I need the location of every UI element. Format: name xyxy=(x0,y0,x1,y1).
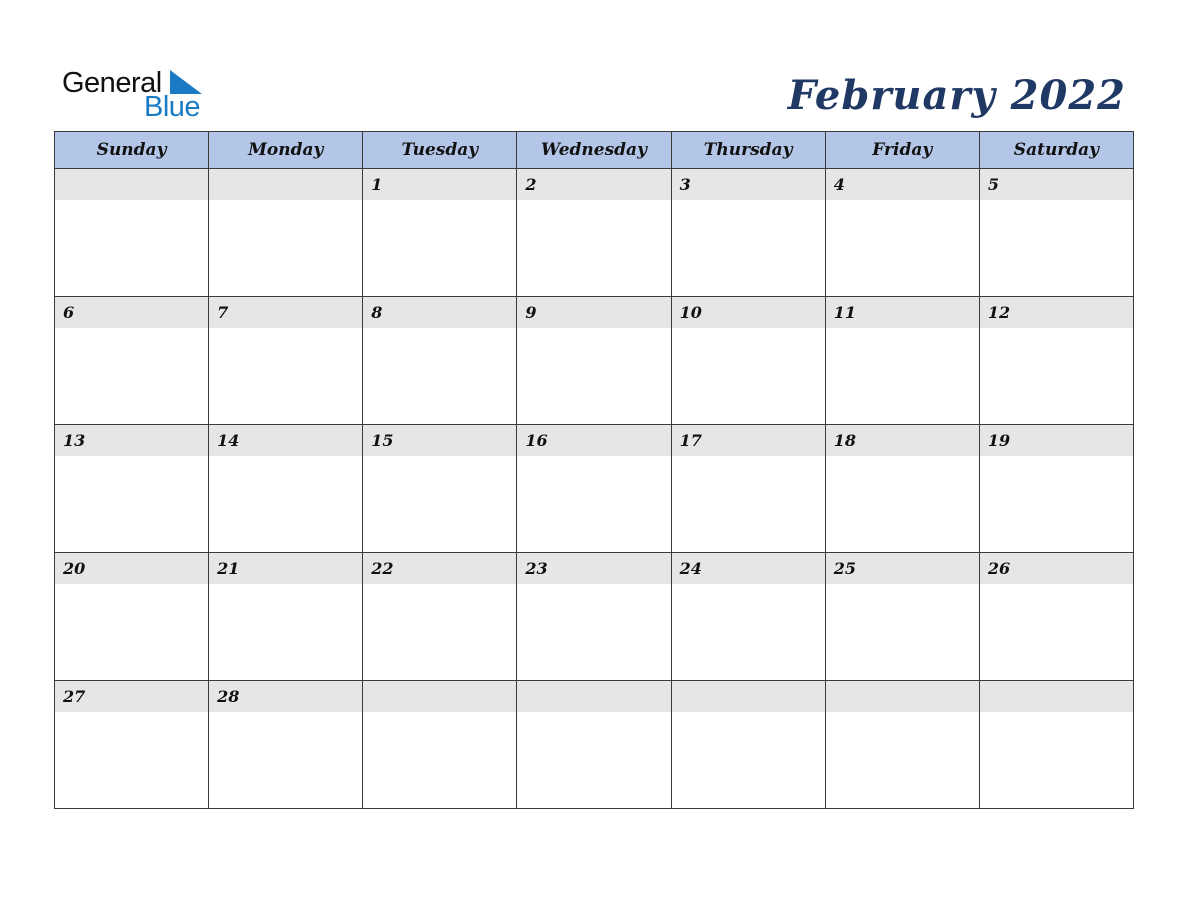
day-number: 23 xyxy=(517,553,670,584)
day-number: 15 xyxy=(363,425,516,456)
day-cell xyxy=(671,297,825,425)
month-title: February 2022 xyxy=(787,72,1126,119)
general-blue-logo xyxy=(62,66,212,122)
day-number: 3 xyxy=(672,169,825,200)
day-number: 6 xyxy=(55,297,208,328)
week-row xyxy=(55,297,1134,425)
day-number: 7 xyxy=(209,297,362,328)
day-cell xyxy=(979,553,1133,681)
day-cell xyxy=(979,169,1133,297)
day-cell xyxy=(363,553,517,681)
day-number xyxy=(672,681,825,712)
day-number: 13 xyxy=(55,425,208,456)
week-row xyxy=(55,553,1134,681)
day-number xyxy=(209,169,362,200)
day-number: 9 xyxy=(517,297,670,328)
week-row xyxy=(55,425,1134,553)
weekday-header: Wednesday xyxy=(517,132,671,169)
day-number xyxy=(55,169,208,200)
weekday-header-row xyxy=(55,132,1134,169)
day-number xyxy=(517,681,670,712)
week-row xyxy=(55,681,1134,809)
day-number xyxy=(980,681,1133,712)
day-cell xyxy=(209,681,363,809)
day-number: 10 xyxy=(672,297,825,328)
day-cell xyxy=(517,169,671,297)
day-number: 1 xyxy=(363,169,516,200)
day-number: 24 xyxy=(672,553,825,584)
day-cell xyxy=(209,425,363,553)
weekday-header: Friday xyxy=(825,132,979,169)
day-number: 20 xyxy=(55,553,208,584)
day-number: 16 xyxy=(517,425,670,456)
day-cell xyxy=(209,553,363,681)
day-cell xyxy=(825,169,979,297)
day-number: 26 xyxy=(980,553,1133,584)
day-number: 4 xyxy=(826,169,979,200)
day-number: 21 xyxy=(209,553,362,584)
calendar-grid xyxy=(54,131,1134,809)
day-cell xyxy=(209,297,363,425)
day-cell xyxy=(825,297,979,425)
day-cell xyxy=(517,297,671,425)
day-number: 17 xyxy=(672,425,825,456)
day-number: 25 xyxy=(826,553,979,584)
day-number: 27 xyxy=(55,681,208,712)
day-cell xyxy=(671,681,825,809)
weekday-header: Monday xyxy=(209,132,363,169)
day-cell xyxy=(979,681,1133,809)
day-number: 18 xyxy=(826,425,979,456)
day-cell xyxy=(363,169,517,297)
day-cell xyxy=(671,553,825,681)
day-number: 19 xyxy=(980,425,1133,456)
day-cell xyxy=(825,681,979,809)
logo-text-general: General xyxy=(62,67,162,99)
day-number: 22 xyxy=(363,553,516,584)
day-number xyxy=(363,681,516,712)
day-number: 14 xyxy=(209,425,362,456)
day-cell xyxy=(55,425,209,553)
day-cell xyxy=(209,169,363,297)
day-cell xyxy=(55,681,209,809)
day-number: 5 xyxy=(980,169,1133,200)
day-cell xyxy=(671,425,825,553)
day-cell xyxy=(517,553,671,681)
logo-text-blue: Blue xyxy=(144,91,201,123)
day-cell xyxy=(979,297,1133,425)
weekday-header: Thursday xyxy=(671,132,825,169)
day-cell xyxy=(55,297,209,425)
day-cell xyxy=(363,297,517,425)
day-cell xyxy=(825,553,979,681)
day-number: 12 xyxy=(980,297,1133,328)
day-number: 11 xyxy=(826,297,979,328)
day-cell xyxy=(671,169,825,297)
day-cell xyxy=(363,425,517,553)
day-number: 8 xyxy=(363,297,516,328)
day-number: 28 xyxy=(209,681,362,712)
day-cell xyxy=(517,681,671,809)
day-cell xyxy=(363,681,517,809)
day-cell xyxy=(825,425,979,553)
day-cell xyxy=(55,169,209,297)
day-cell xyxy=(979,425,1133,553)
day-cell xyxy=(55,553,209,681)
day-cell xyxy=(517,425,671,553)
day-number: 2 xyxy=(517,169,670,200)
weekday-header: Saturday xyxy=(979,132,1133,169)
weekday-header: Sunday xyxy=(55,132,209,169)
day-number xyxy=(826,681,979,712)
week-row xyxy=(55,169,1134,297)
weekday-header: Tuesday xyxy=(363,132,517,169)
